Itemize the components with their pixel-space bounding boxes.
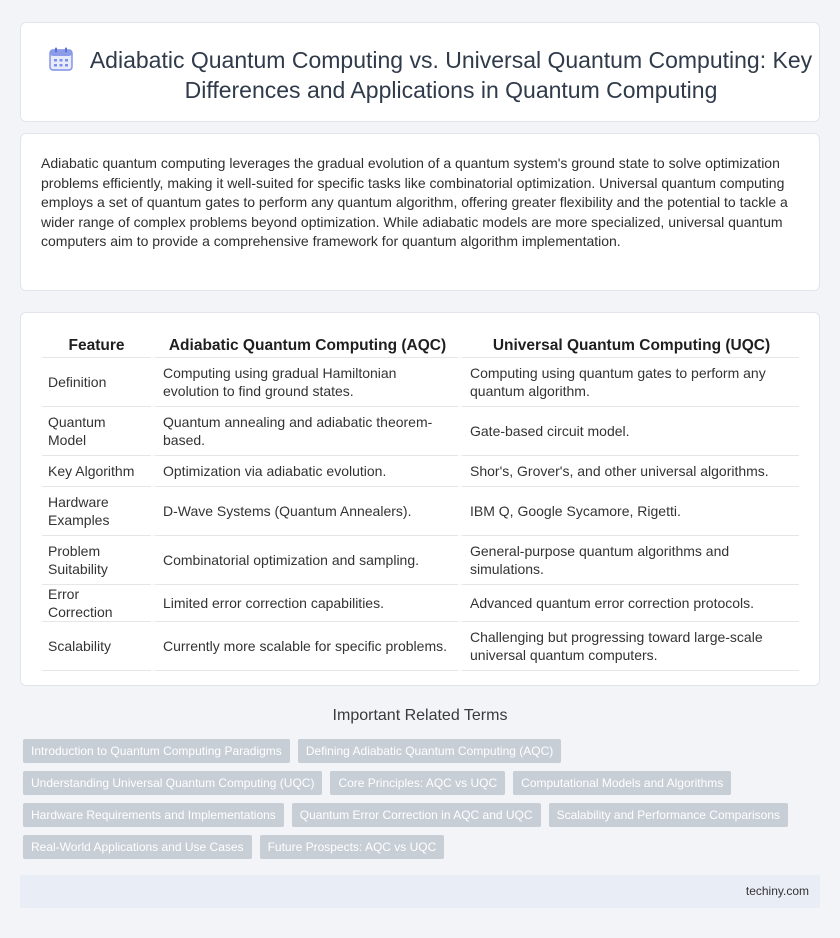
row-uqc: Challenging but progressing toward large-scale universal quantum computers. xyxy=(458,622,799,671)
row-uqc: Shor's, Grover's, and other universal algorithms. xyxy=(458,456,799,487)
row-uqc: Gate-based circuit model. xyxy=(458,407,799,456)
table-row xyxy=(42,407,799,456)
related-tag[interactable]: Real-World Applications and Use Cases xyxy=(23,835,252,859)
row-feature: Quantum Model xyxy=(42,407,151,456)
row-aqc: Computing using gradual Hamiltonian evolution to find ground states. xyxy=(151,358,458,407)
row-aqc: Combinatorial optimization and sampling. xyxy=(151,536,458,585)
table-row xyxy=(42,585,799,622)
related-tag[interactable]: Scalability and Performance Comparisons xyxy=(549,803,788,827)
row-feature: Definition xyxy=(42,358,151,407)
related-terms-tags xyxy=(23,739,803,867)
footer-site-link[interactable]: techiny.com xyxy=(745,884,809,898)
related-tag[interactable]: Hardware Requirements and Implementations xyxy=(23,803,284,827)
footer xyxy=(20,875,820,908)
row-feature: Error Correction xyxy=(42,585,151,622)
related-tag[interactable]: Understanding Universal Quantum Computing (UQC) xyxy=(23,771,322,795)
page-title: Adiabatic Quantum Computing vs. Universal Quantum Computing: Key Differences and Applications in Quantum Computing xyxy=(89,47,813,103)
table-row xyxy=(42,456,799,487)
table-row xyxy=(42,536,799,585)
intro-paragraph: Adiabatic quantum computing leverages the gradual evolution of a quantum system's ground state to solve optimization problems efficiently, making it well-suited for specific tasks like combinatorial optimization. Universal quantum computing employs a set of quantum gates to perform any quantum algorithm, offering greater flexibility and the potential to tackle a wider range of complex problems beyond optimization. While adiabatic models are more specialized, universal quantum computers aim to provide a comprehensive framework for quantum algorithm implementation. xyxy=(41,155,788,249)
row-feature: Scalability xyxy=(42,622,151,671)
related-tag[interactable]: Core Principles: AQC vs UQC xyxy=(330,771,505,795)
related-tag[interactable]: Computational Models and Algorithms xyxy=(513,771,731,795)
row-aqc: D-Wave Systems (Quantum Annealers). xyxy=(151,487,458,536)
calendar-icon xyxy=(48,46,74,72)
header-feature: Feature xyxy=(42,334,151,358)
intro-card xyxy=(20,133,820,291)
row-uqc: General-purpose quantum algorithms and simulations. xyxy=(458,536,799,585)
header-aqc: Adiabatic Quantum Computing (AQC) xyxy=(151,334,458,358)
table-row xyxy=(42,622,799,671)
related-tag[interactable]: Future Prospects: AQC vs UQC xyxy=(260,835,445,859)
row-aqc: Quantum annealing and adiabatic theorem-based. xyxy=(151,407,458,456)
comparison-table-card xyxy=(20,312,820,686)
related-terms-title: Important Related Terms xyxy=(332,707,508,724)
table-header-row xyxy=(42,334,799,358)
row-aqc: Optimization via adiabatic evolution. xyxy=(151,456,458,487)
row-feature: Problem Suitability xyxy=(42,536,151,585)
table-row xyxy=(42,487,799,536)
row-uqc: Computing using quantum gates to perform any quantum algorithm. xyxy=(458,358,799,407)
row-aqc: Currently more scalable for specific problems. xyxy=(151,622,458,671)
row-uqc: IBM Q, Google Sycamore, Rigetti. xyxy=(458,487,799,536)
row-feature: Key Algorithm xyxy=(42,456,151,487)
table-row xyxy=(42,358,799,407)
header-uqc: Universal Quantum Computing (UQC) xyxy=(458,334,799,358)
related-tag[interactable]: Defining Adiabatic Quantum Computing (AQC) xyxy=(298,739,561,763)
row-feature: Hardware Examples xyxy=(42,487,151,536)
comparison-table xyxy=(42,334,799,671)
related-tag[interactable]: Quantum Error Correction in AQC and UQC xyxy=(292,803,541,827)
row-aqc: Limited error correction capabilities. xyxy=(151,585,458,622)
title-card xyxy=(20,22,820,122)
row-uqc: Advanced quantum error correction protocols. xyxy=(458,585,799,622)
related-tag[interactable]: Introduction to Quantum Computing Paradigms xyxy=(23,739,290,763)
